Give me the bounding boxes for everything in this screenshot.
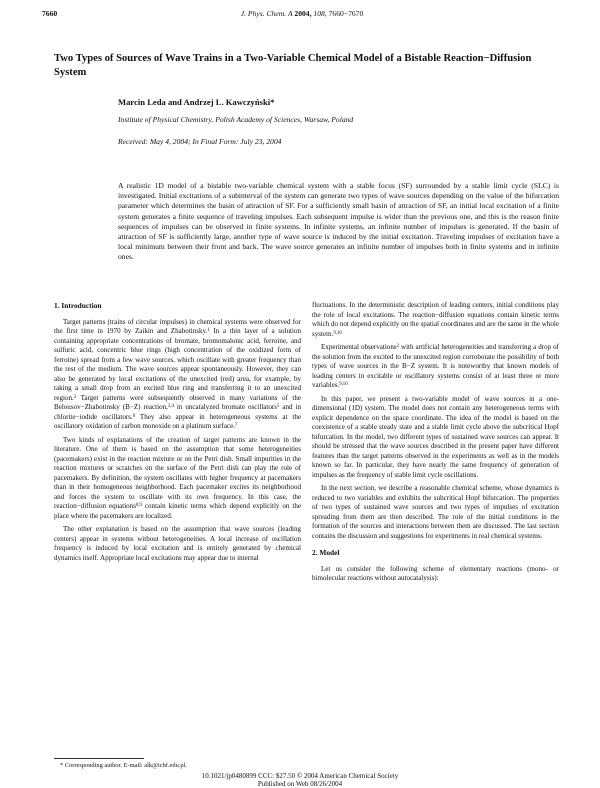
intro-paragraph-1: Target patterns (trains of circular impulses) in chemical systems were observed for the first time in 1970 by Zaikin and Zhabotinsky.$^1$ In a thin layer of a solution containing appropriate concentrations of bromate, bromomalonic acid, ferroine, and sulfuric acid, concentric blue rings (high concentration of the oxidized form of ferroine) spread from a few wave sources, which oscillate with greater frequency than the rest of the medium. The wave sources appear spontaneously. However, they can also be generated by local excitations of the unexcited (red) area, for example, by taking a small drop from an excited blue ring and transferring it to an unexcited region.$^2$ Target patterns were subsequently observed in many variations of the Belousov−Zhabotinsky (B−Z) reaction,$^{3,4}$ in uncatalyzed bromate oscillators$^5$ and in chlorite−iodide oscillators.$^6$ They also appear in heterogeneous systems at the oscillatory oxidation of carbon monoxide on a platinum surface.$^7$ [54,317,302,430]
citation-ref: 8,9 [135,503,142,508]
running-header [42,9,562,23]
left-column [54,301,301,567]
citation-ref: 2 [73,394,77,400]
page-footer [0,772,600,788]
citation-ref: 6 [132,413,136,419]
journal-name: J. Phys. Chem. A [240,9,293,18]
published-date: Published on Web 08/26/2004 [257,780,343,788]
citation-ref: 9,10 [339,382,348,387]
journal-pages: 7660−7670 [328,9,364,18]
footnote-divider [54,758,144,759]
journal-citation [42,9,562,18]
section-heading-model: 2. Model [312,548,340,557]
page-number: 7660 [42,9,58,18]
citation-ref: 9,10 [333,330,342,336]
citation-ref: 1 [207,328,210,333]
intro-paragraph-5: In this paper, we present a two-variable model of wave sources in a one-dimensional (1D) system. The model does not contain any heterogeneous terms with explicit dependence on the space coordinate. The idea of the model is based on the coexistence of a stable steady state and a stable limit cycle above the subcritical Hopf bifurcation. In the model, two different types of sustained wave sources can appear. It should be stressed that the wave sources described in the present paper have different features than the target patterns observed in the experiments as well as in the models known so far. In particular, they have nearly the same frequency of generation of impulses as the frequency of stable limit cycle oscillations. [312,394,559,479]
intro-paragraph-3-continued: fluctuations. In the deterministic description of leading centers, initial conditions play the role of local excitations. The reaction−diffusion equations contain kinetic terms which do not depend explicitly on the spatial coordinates and are the same in the whole system.$^{9,10}$ [312,301,559,338]
affiliation: Institute of Physical Chemistry, Polish Academy of Sciences, Warsaw, Poland [118,115,354,124]
doi-line: 10.1021/jp0480899 CCC: $27.50 © 2004 American Chemical Society [201,772,399,780]
intro-paragraph-4: Experimental observations$^2$ with artificial heterogeneities and transferring a drop of the solution from the excited to the unexcited region corroborate the possibility of both types of wave sources in the B−Z system. It is noteworthy that known models of leading centers in excitable or oscillatory systems consist of at least three or more variables.$^{9,10}$ [312,343,560,389]
citation-ref: 3,4 [167,404,174,409]
intro-paragraph-6: In the next section, we describe a reasonable chemical scheme, whose dynamics is reduced to two variables and exhibits the subcritical Hopf bifurcation. The properties of two types of sustained wave sources and two types of impulses of excitation spreading from them are then described. The role of the initial conditions in the formation of the sources and interactions between them are discussed. The last section contains the discussion and suggestions for experiments in real chemical systems. [312,484,559,540]
section-heading-introduction: 1. Introduction [54,301,102,310]
citation-ref: 5 [276,404,280,409]
received-dates: Received: May 4, 2004; In Final Form: July 23, 2004 [118,137,282,146]
journal-year: 2004, [294,9,312,18]
author-list: Marcin Leda and Andrzej L. Kawczyński* [118,97,275,107]
abstract: A realistic 1D model of a bistable two-variable chemical system with a stable focus (SF) surrounded by a stable limit cycle (SLC) is investigated. Initial excitations of a subinterval of the system can generate two types of wave sources depending on the value of the bifurcation parameter which determines the basin of attraction of SF. For a sufficiently small basin of attraction of SF, an initial local excitation of a finite system generates a finite sequence of traveling impulses. Each subsequent impulse is wider than the previous one, and this is the reason finite sequences of impulses can be observed in finite systems. In infinite systems, an infinite number of impulses is generated. If the basin of attraction of SF is sufficiently large, another type of wave source is induced by the initial excitation. Traveling impulses of excitation have a local minimum between their front and back. The wave source generates an infinite number of impulses both in finite systems and in infinite ones. [118,181,559,262]
intro-paragraph-3: The other explanation is based on the assumption that wave sources (leading centers) appear in systems without heterogeneities. A local increase of oscillation frequency is induced by local excitation and is entirely generated by chemical dynamics itself. Appropriate local excitations may appear due to internal [54,525,301,562]
article-title: Two Types of Sources of Wave Trains in a Two-Variable Chemical Model of a Bistable Reaction−Diffusion System [54,53,532,78]
intro-paragraph-2: Two kinds of explanations of the creation of target patterns are known in the literature. One of them is based on the assumption that some heterogeneities (pacemakers) exist in the reaction mixture or on the Petri dish. Small impurities in the reaction mixtures or scratches on the surface of the Petri dish can play the role of pacemakers. By definition, the system oscillates with higher frequency at pacemakers than in their homogeneous neighborhood. Each pacemaker excites its neighborhood and forces the system to oscillate with its own frequency. In this case, the reaction−diffusion equations$^{8,9}$ contain kinetic terms which depend explicitly on the place where the pacemakers are localized. [54,435,301,520]
right-column [312,301,559,588]
citation-ref: 7 [235,423,238,428]
journal-volume: 108, [313,9,327,18]
model-paragraph-1: Let us consider the following scheme of elementary reactions (mono- or bimolecular reactions without autocatalysis): [312,564,559,582]
corresponding-author-footnote: * Corresponding author. E-mail: alk@ichf.edu.pl. [60,762,187,769]
citation-ref: 2 [396,344,399,349]
